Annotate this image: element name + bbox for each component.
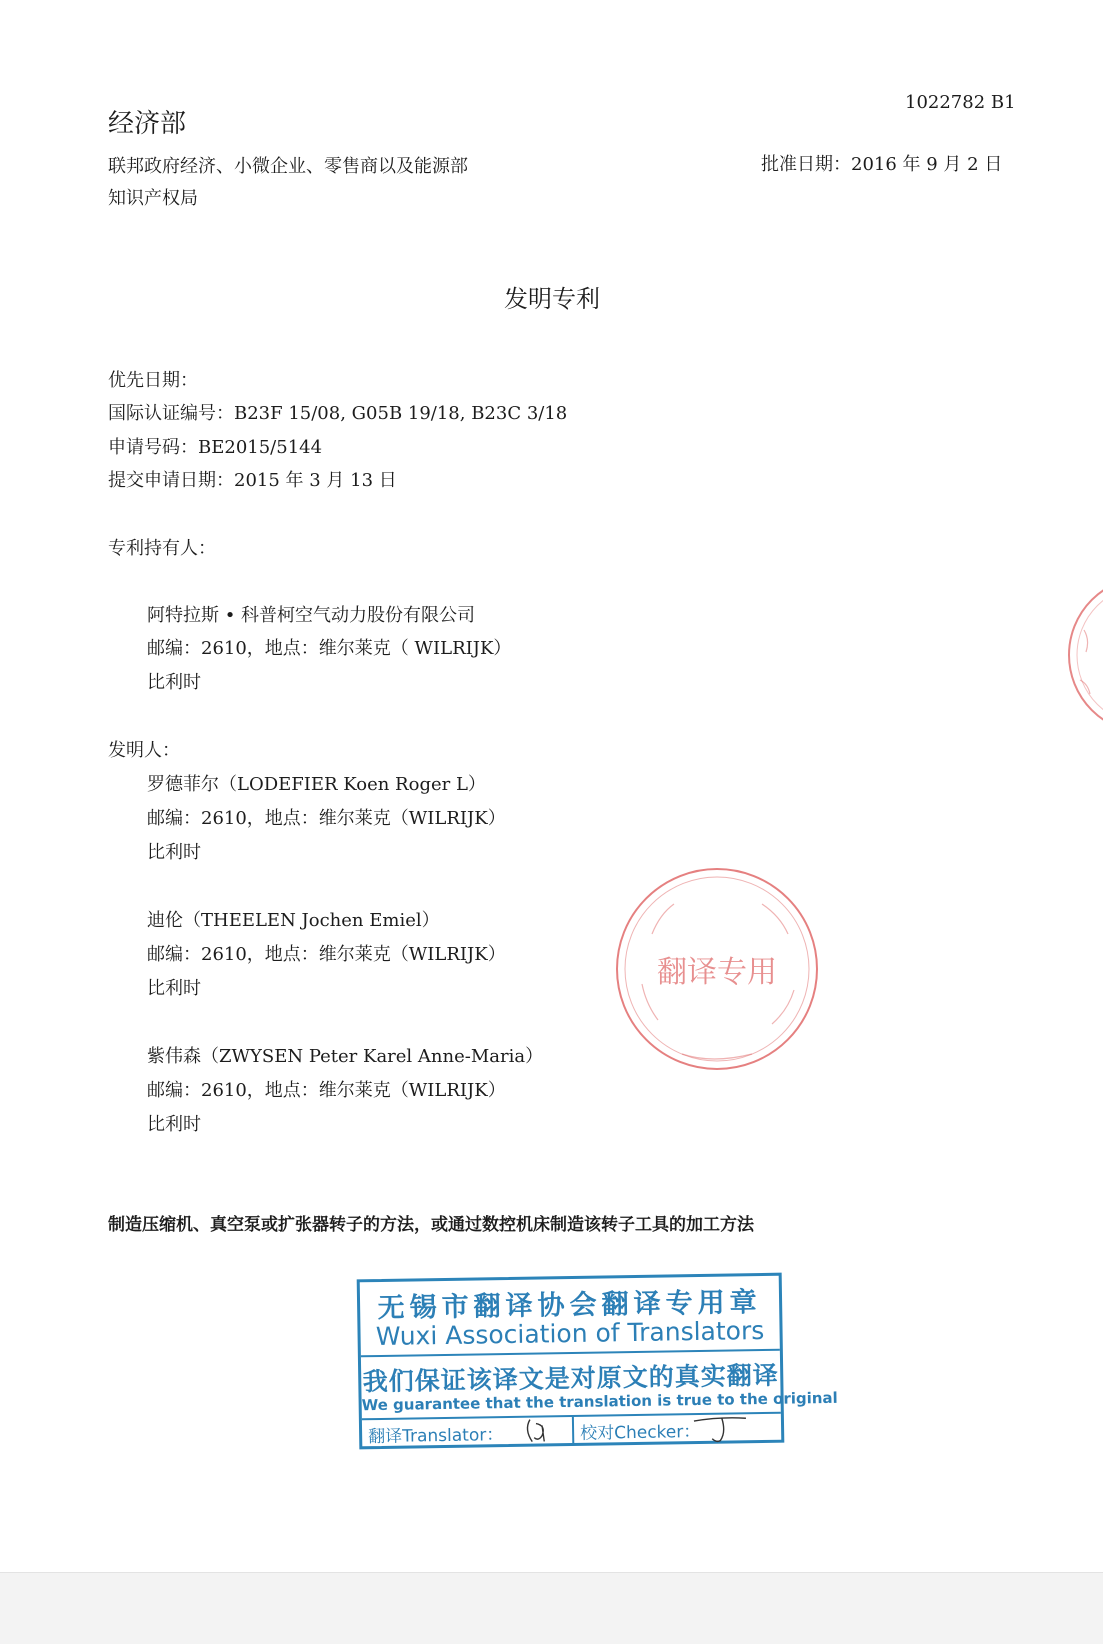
inventor-address: 邮编：2610，地点：维尔莱克（WILRIJK） (147, 808, 506, 829)
ministry-name: 经济部 (108, 109, 187, 139)
stamp-title-cn: 无锡市翻译协会翻译专用章 (377, 1286, 762, 1325)
patent-number: 1022782 B1 (905, 92, 1016, 113)
stamp-translator-label: 翻译Translator： (368, 1425, 504, 1448)
office-name: 知识产权局 (108, 188, 198, 209)
inventor-address: 邮编：2610，地点：维尔莱克（WILRIJK） (147, 1080, 506, 1101)
association-stamp (357, 1273, 838, 1450)
application-number: 申请号码：BE2015/5144 (108, 437, 323, 458)
inventor-name: 迪伦（THEELEN Jochen Emiel） (147, 910, 440, 931)
filing-date: 提交申请日期：2015 年 3 月 13 日 (108, 470, 397, 491)
department-name: 联邦政府经济、小微企业、零售商以及能源部 (108, 156, 468, 177)
checker-signature (692, 1412, 752, 1443)
holder-country: 比利时 (147, 672, 201, 693)
translation-seal (612, 864, 822, 1074)
inventor-name: 罗德菲尔（LODEFIER Koen Roger L） (147, 774, 486, 795)
page-bottom-margin (0, 1572, 1103, 1644)
edge-seal (1062, 570, 1103, 740)
stamp-title-en: Wuxi Association of Translators (375, 1315, 765, 1352)
stamp-guarantee-cn: 我们保证该译文是对原文的真实翻译 (362, 1360, 779, 1397)
stamp-cell-divider (572, 1416, 574, 1444)
translator-signature (522, 1415, 562, 1446)
inventor-name: 紫伟森（ZWYSEN Peter Karel Anne-Maria） (147, 1046, 544, 1067)
stamp-guarantee-en: We guarantee that the translation is true to the original (361, 1388, 838, 1415)
intl-classification: 国际认证编号：B23F 15/08, G05B 19/18, B23C 3/18 (108, 403, 568, 424)
inventors-label: 发明人： (108, 740, 180, 761)
priority-date: 优先日期： (108, 370, 198, 391)
inventor-country: 比利时 (147, 1114, 201, 1135)
approval-date: 批准日期：2016 年 9 月 2 日 (761, 154, 1003, 175)
invention-title: 制造压缩机、真空泵或扩张器转子的方法，或通过数控机床制造该转子工具的加工方法 (108, 1215, 754, 1235)
inventor-address: 邮编：2610，地点：维尔莱克（WILRIJK） (147, 944, 506, 965)
holder-label: 专利持有人： (108, 538, 216, 559)
holder-name: 阿特拉斯 • 科普柯空气动力股份有限公司 (147, 605, 476, 626)
inventor-country: 比利时 (147, 842, 201, 863)
seal-text: 翻译专用 (657, 955, 777, 990)
stamp-checker-label: 校对Checker： (579, 1421, 701, 1444)
document-title: 发明专利 (504, 285, 600, 313)
inventor-country: 比利时 (147, 978, 201, 999)
holder-address: 邮编：2610，地点：维尔莱克（ WILRIJK） (147, 638, 512, 659)
